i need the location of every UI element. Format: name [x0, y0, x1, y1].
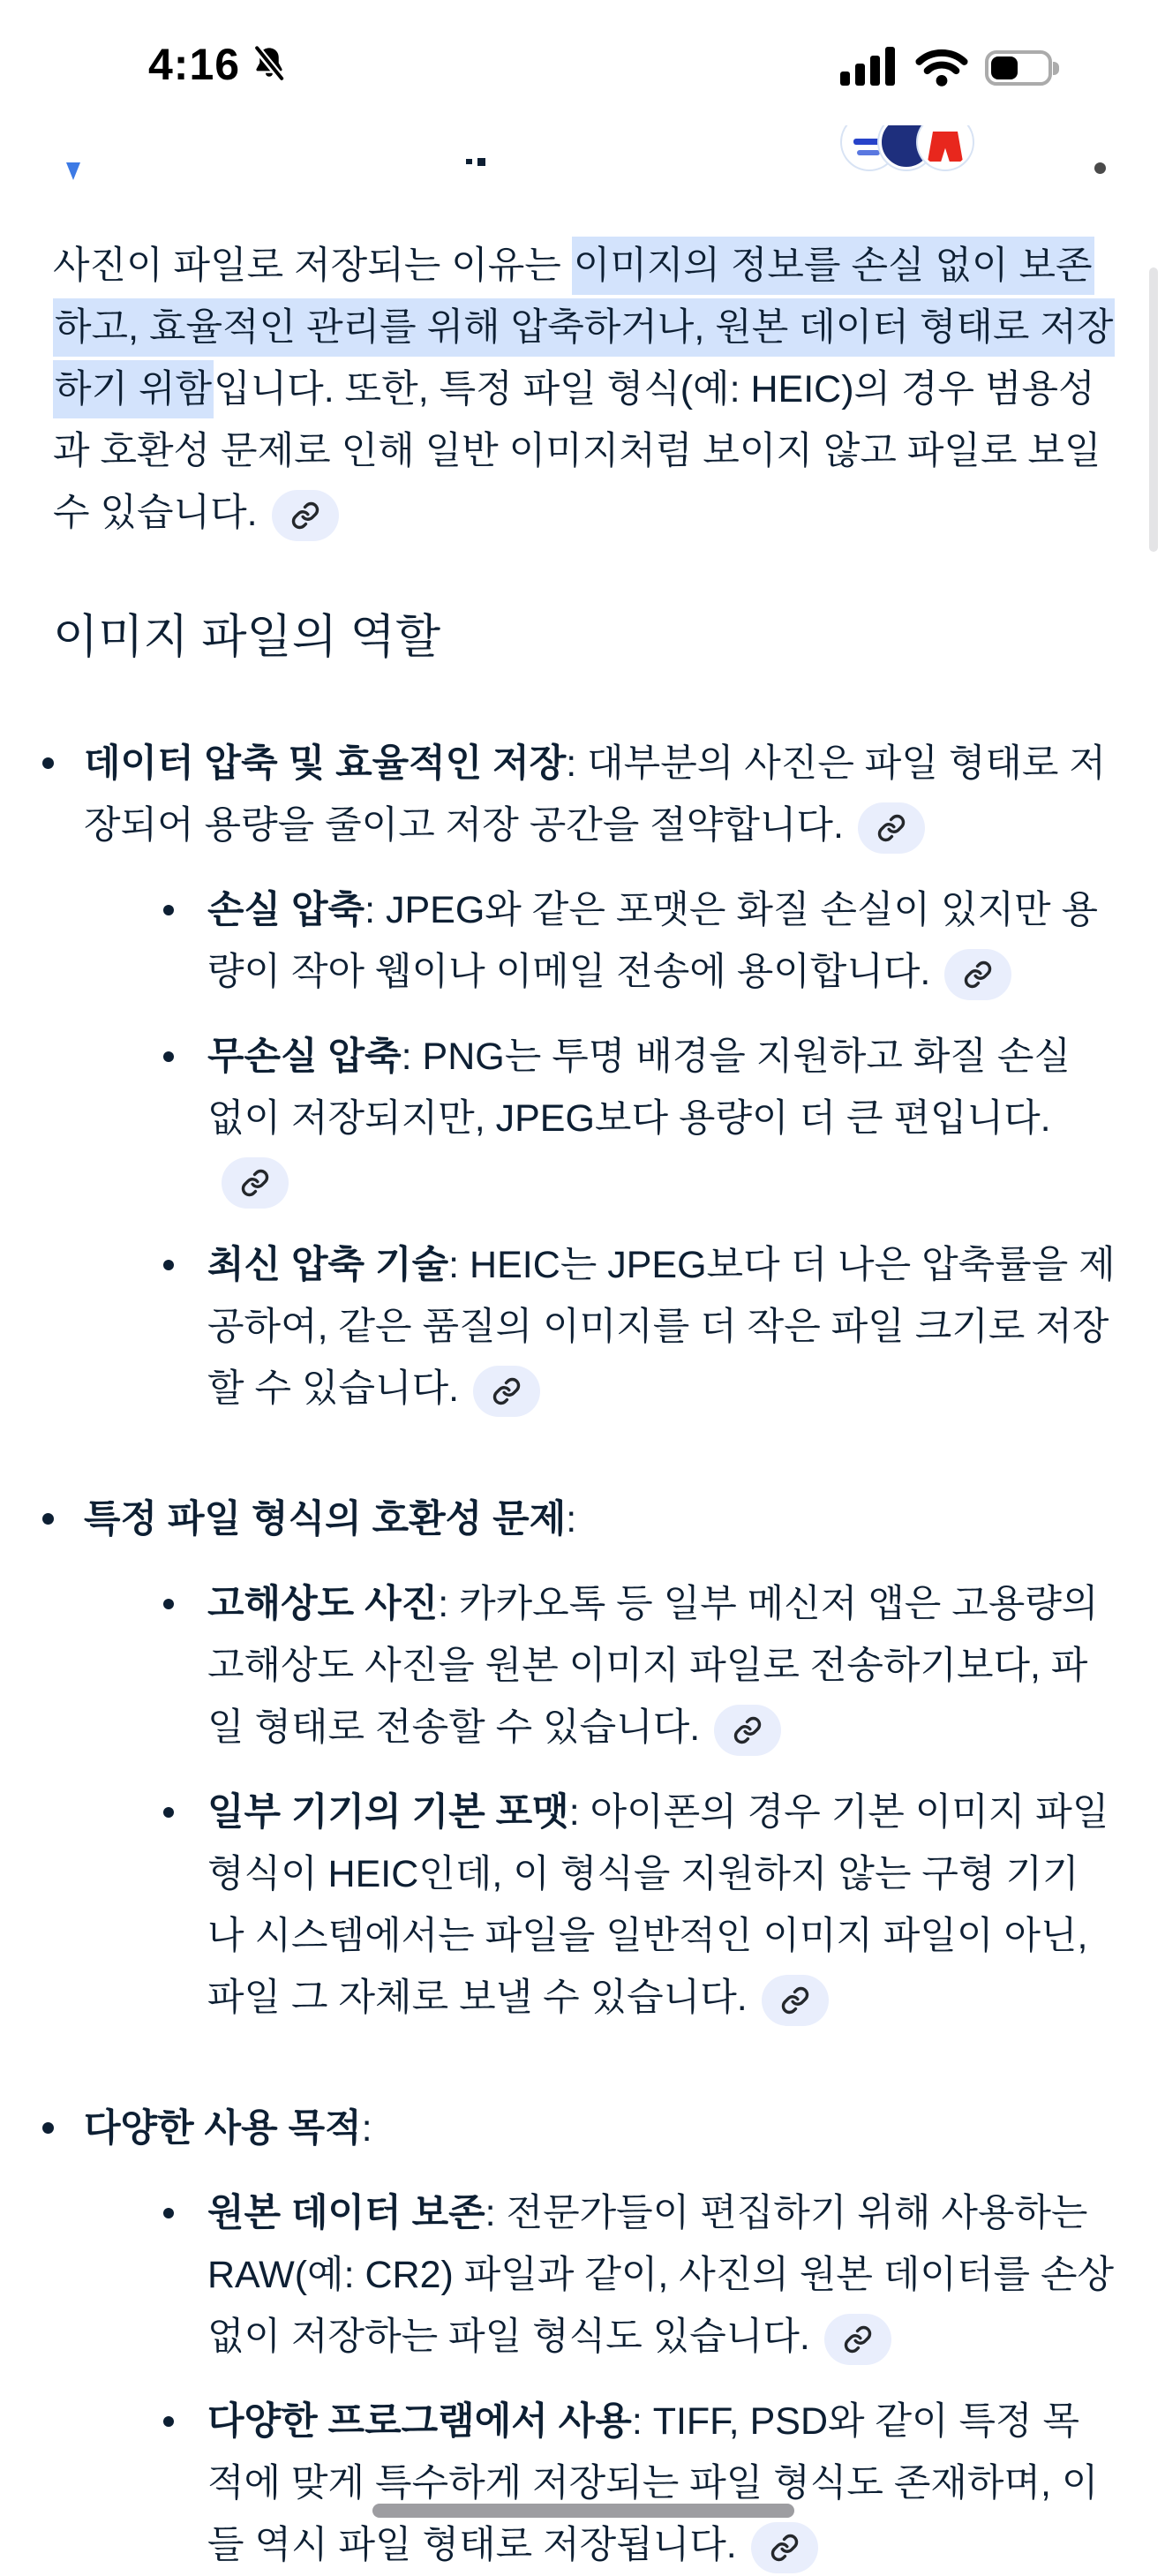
- source-link-chip[interactable]: [272, 490, 339, 541]
- bullet-lead: 특정 파일 형식의 호환성 문제: [84, 1498, 567, 1540]
- scrolled-header-strip: [0, 97, 1165, 187]
- bullet-lead: 무손실 압축: [207, 1036, 402, 1078]
- bullet-dot-icon: [163, 1807, 174, 1818]
- status-bar: [0, 0, 1165, 97]
- bullet-rest: : TIFF, PSD와 같이 특정 목적에 맞게 특수하게 저장되는 파일 형식도 존재하며, 이들 역시 파일 형태로 저장됩니다.: [207, 2400, 1099, 2566]
- sub-list: [84, 879, 1116, 1420]
- bullet-text: [207, 2391, 1116, 2576]
- bullet-text: [84, 733, 1116, 1420]
- bullet-text: [207, 879, 1116, 1003]
- bullet-rest: : 아이폰의 경우 기본 이미지 파일 형식이 HEIC인데, 이 형식을 지원하지 않는 구형 기기나 시스템에서는 파일을 일반적인 이미지 파일이 아닌, 파일 그 자체로 보낼 수 있습니다.: [207, 1791, 1109, 2019]
- source-link-chip[interactable]: [824, 2314, 891, 2365]
- section-title: 이미지 파일의 역할: [53, 611, 441, 663]
- bullet-dot-icon: [163, 1599, 174, 1609]
- sub-list-item: [84, 2182, 1116, 2368]
- bullet-rest: : JPEG와 같은 포맷은 화질 손실이 있지만 용량이 작아 웹이나 이메일 전송에 용이합니다.: [207, 889, 1099, 993]
- source-link-chip[interactable]: [714, 1705, 781, 1756]
- source-favicon[interactable]: [918, 125, 973, 169]
- bullet-dot-icon: [42, 1513, 54, 1525]
- link-icon: [963, 960, 993, 990]
- bullet-rest: : 전문가들이 편집하기 위해 사용하는 RAW(예: CR2) 파일과 같이, 사진의 원본 데이터를 손상 없이 저장하는 파일 형식도 있습니다.: [207, 2192, 1115, 2358]
- link-icon: [770, 2533, 800, 2563]
- link-icon: [240, 1168, 270, 1198]
- bullet-dot-icon: [42, 2122, 54, 2134]
- source-favicon-stack[interactable]: [830, 125, 1006, 184]
- bullet-dot-icon: [42, 757, 54, 769]
- bullet-dot-icon: [163, 1051, 174, 1062]
- sub-list-item: [84, 1234, 1116, 1420]
- link-icon: [290, 501, 320, 531]
- source-link-chip[interactable]: [222, 1157, 289, 1209]
- bullet-lead: 최신 압축 기술: [207, 1244, 449, 1286]
- bullet-rest: : PNG는 투명 배경을 지원하고 화질 손실 없이 저장되지만, JPEG보다 용량이 더 큰 편입니다.: [207, 1036, 1071, 1140]
- bullet-rest: :: [566, 1498, 577, 1540]
- bullet-text: [207, 2182, 1116, 2368]
- link-icon: [843, 2324, 873, 2354]
- bullet-lead: 다양한 프로그램에서 사용: [207, 2400, 632, 2443]
- bell-slash-icon: [249, 43, 289, 88]
- bullet-lead: 원본 데이터 보존: [207, 2192, 485, 2234]
- intro-paragraph: [53, 235, 1116, 544]
- clipped-text-fragment: [466, 159, 472, 164]
- bullet-rest: : HEIC는 JPEG보다 더 나은 압축률을 제공하여, 같은 품질의 이미지를 더 작은 파일 크기로 저장할 수 있습니다.: [207, 1244, 1116, 1410]
- bullet-dot-icon: [163, 2416, 174, 2427]
- sub-list-item: [84, 1573, 1116, 1759]
- list-item: [42, 1488, 1116, 2029]
- bullet-dot-icon: [163, 1260, 174, 1270]
- bullet-dot-icon: [163, 905, 174, 915]
- source-link-chip[interactable]: [944, 949, 1011, 1000]
- sub-list: [84, 2182, 1116, 2576]
- more-menu-dot-icon[interactable]: [1094, 162, 1106, 174]
- bullet-rest: :: [361, 2107, 372, 2150]
- bullet-lead: 일부 기기의 기본 포맷: [207, 1791, 569, 1834]
- bullet-lead: 데이터 압축 및 효율적인 저장: [84, 742, 567, 785]
- bullet-text: [207, 1234, 1116, 1420]
- list-item: [42, 2098, 1116, 2576]
- scrollbar-thumb[interactable]: [1149, 267, 1158, 552]
- sub-list-item: [84, 879, 1116, 1003]
- clock: 4:16: [148, 40, 241, 89]
- sub-list-item: [84, 2391, 1116, 2576]
- bullet-text: [84, 1488, 1116, 2029]
- wifi-icon: [914, 46, 969, 91]
- sub-list: [84, 1573, 1116, 2029]
- bullet-list: [53, 733, 1116, 2576]
- source-link-chip[interactable]: [751, 2522, 818, 2573]
- bullet-rest: : 카카오톡 등 일부 메신저 앱은 고용량의 고해상도 사진을 원본 이미지 파일로 전송하기보다, 파일 형태로 전송할 수 있습니다.: [207, 1583, 1099, 1749]
- bullet-dot-icon: [163, 2208, 174, 2218]
- bullet-text: [84, 2098, 1116, 2576]
- bullet-lead: 손실 압축: [207, 889, 365, 931]
- sub-list-item: [84, 1026, 1116, 1211]
- link-icon: [780, 1985, 810, 2015]
- source-link-chip[interactable]: [473, 1366, 540, 1417]
- battery-icon: [985, 50, 1059, 87]
- bullet-lead: 다양한 사용 목적: [84, 2107, 362, 2150]
- bullet-rest: : 대부분의 사진은 파일 형태로 저장되어 용량을 줄이고 저장 공간을 절약합니다.: [84, 742, 1106, 847]
- bullet-text: [207, 1026, 1116, 1211]
- intro-text: 입니다. 또한, 특정 파일 형식(예: HEIC)의 경우 범용성과 호환성 문제로 인해 일반 이미지처럼 보이지 않고 파일로 보일 수 있습니다.: [53, 368, 1101, 534]
- link-icon: [492, 1376, 522, 1406]
- bullet-text: [207, 1573, 1116, 1759]
- highlighted-text: 이미지의 정보를 손실 없이 보존하고, 효율적인 관리를 위해 압축하거나, 원본 데이터 형태로 저장하기 위함: [53, 237, 1115, 418]
- intro-text: 사진이 파일로 저장되는 이유는: [53, 245, 572, 287]
- source-link-chip[interactable]: [858, 802, 925, 854]
- list-item: [42, 733, 1116, 1420]
- link-icon: [876, 813, 906, 843]
- link-icon: [733, 1715, 763, 1745]
- chevron-down-icon[interactable]: [66, 162, 80, 180]
- bullet-text: [207, 1781, 1116, 2029]
- source-link-chip[interactable]: [762, 1975, 829, 2026]
- bullet-lead: 고해상도 사진: [207, 1583, 439, 1625]
- sub-list-item: [84, 1781, 1116, 2029]
- clipped-text-fragment: [477, 158, 485, 166]
- cellular-signal-icon: [840, 47, 898, 90]
